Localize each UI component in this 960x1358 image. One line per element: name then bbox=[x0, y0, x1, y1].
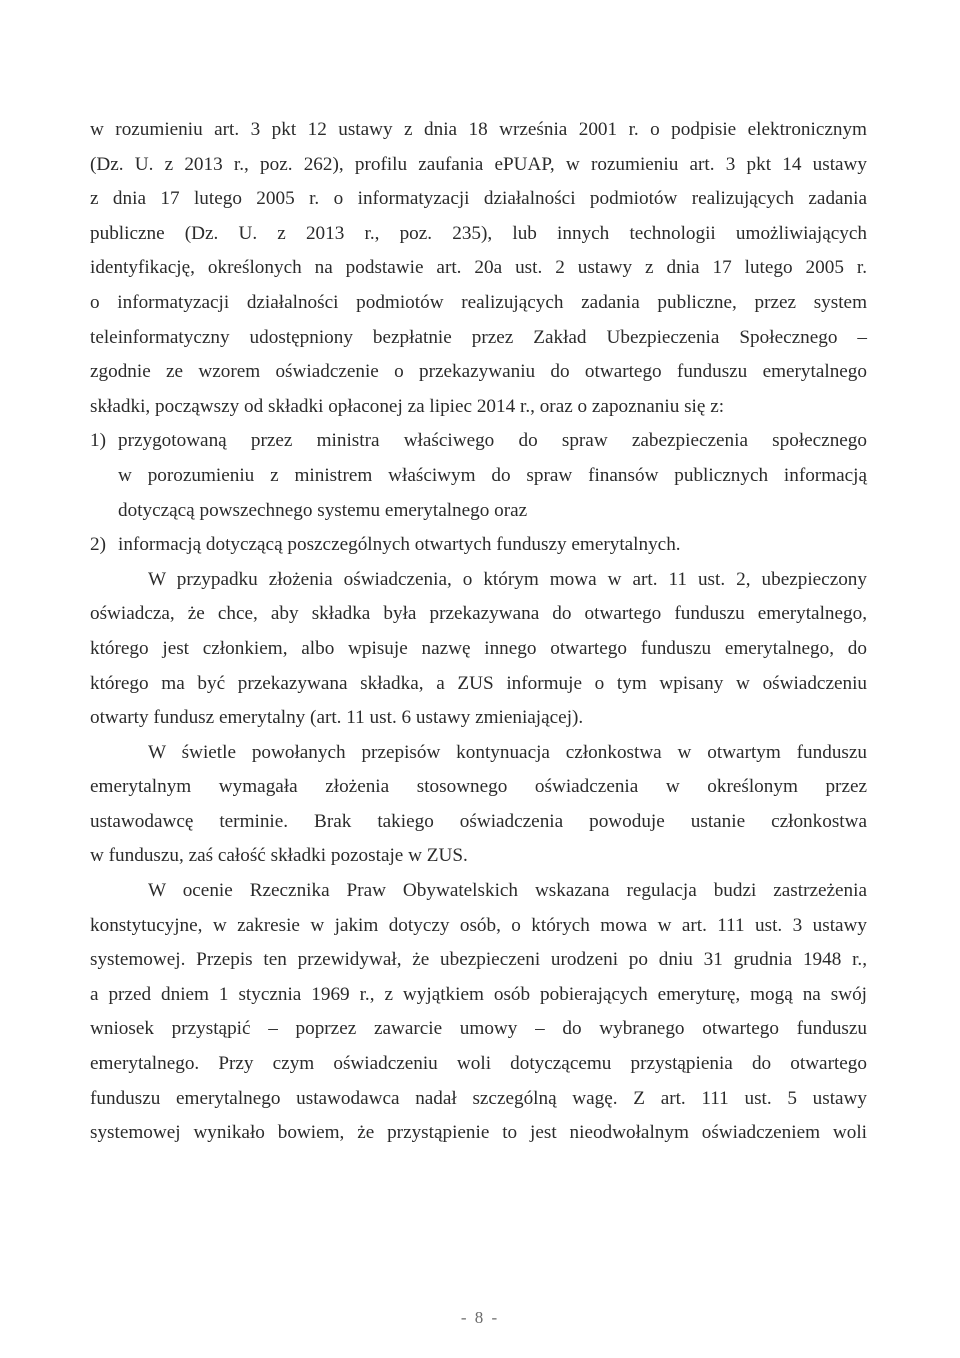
text-line: (Dz. U. z 2013 r., poz. 262), profilu zaufania ePUAP, w rozumieniu art. 3 pkt 14 ustawy bbox=[90, 153, 867, 175]
text-line: którego jest członkiem, albo wpisuje nazwę innego otwartego funduszu emerytalnego, do bbox=[90, 637, 867, 659]
text-line: W ocenie Rzecznika Praw Obywatelskich wskazana regulacja budzi zastrzeżenia bbox=[148, 880, 867, 902]
text-line: publiczne (Dz. U. z 2013 r., poz. 235), lub innych technologii umożliwiających bbox=[90, 222, 867, 244]
text-line: oświadcza, że chce, aby składka była przekazywana do otwartego funduszu emerytalnego, bbox=[90, 603, 867, 625]
paragraph-4 bbox=[90, 874, 867, 1151]
text-line: identyfikację, określonych na podstawie art. 20a ust. 2 ustawy z dnia 17 lutego 2005 r. bbox=[90, 257, 867, 279]
paragraph-3 bbox=[90, 736, 867, 874]
text-line: o informatyzacji działalności podmiotów realizujących zadania publiczne, przez system bbox=[90, 291, 867, 313]
text-line: emerytalnym wymagała złożenia stosownego oświadczenia w określonym przez bbox=[90, 776, 867, 798]
text-line: emerytalnego. Przy czym oświadczeniu woli dotyczącemu przystąpienia do otwartego bbox=[90, 1053, 867, 1075]
text-line: składki, począwszy od składki opłaconej za lipiec 2014 r., oraz o zapoznaniu się z: bbox=[90, 395, 725, 417]
text-line: informacją dotyczącą poszczególnych otwartych funduszy emerytalnych. bbox=[118, 534, 681, 556]
text-line: ustawodawcę terminie. Brak takiego oświadczenia powoduje ustanie członkostwa bbox=[90, 810, 867, 832]
text-line: systemowej. Przepis ten przewidywał, że ubezpieczeni urodzeni po dniu 31 grudnia 1948 r., bbox=[90, 949, 867, 971]
text-line: a przed dniem 1 stycznia 1969 r., z wyjątkiem osób pobierających emeryturę, mogą na swój bbox=[90, 983, 867, 1005]
text-line: W przypadku złożenia oświadczenia, o którym mowa w art. 11 ust. 2, ubezpieczony bbox=[148, 568, 867, 590]
list-item-2 bbox=[90, 528, 867, 563]
text-line: teleinformatyczny udostępniony bezpłatnie przez Zakład Ubezpieczenia Społecznego – bbox=[90, 326, 867, 348]
text-line: otwarty fundusz emerytalny (art. 11 ust. 6 ustawy zmieniającej). bbox=[90, 707, 584, 729]
text-line: przygotowaną przez ministra właściwego do spraw zabezpieczenia społecznego bbox=[118, 430, 867, 452]
text-line: zgodnie ze wzorem oświadczenie o przekazywaniu do otwartego funduszu emerytalnego bbox=[90, 361, 867, 383]
paragraph-1 bbox=[90, 113, 867, 424]
document-body bbox=[90, 113, 867, 1151]
list-item-body bbox=[118, 528, 867, 563]
text-line: z dnia 17 lutego 2005 r. o informatyzacji działalności podmiotów realizujących zadania bbox=[90, 188, 867, 210]
text-line: konstytucyjne, w zakresie w jakim dotyczy osób, o których mowa w art. 111 ust. 3 ustawy bbox=[90, 914, 867, 936]
list-number: 2) bbox=[90, 534, 106, 556]
page-number: - 8 - bbox=[460, 1308, 500, 1327]
text-line: którego ma być przekazywana składka, a ZUS informuje o tym wpisany w oświadczeniu bbox=[90, 672, 867, 694]
text-line: wniosek przystąpić – poprzez zawarcie umowy – do wybranego otwartego funduszu bbox=[90, 1018, 867, 1040]
text-line: w rozumieniu art. 3 pkt 12 ustawy z dnia 18 września 2001 r. o podpisie elektronicznym bbox=[90, 119, 867, 140]
paragraph-2 bbox=[90, 563, 867, 736]
text-line: W świetle powołanych przepisów kontynuacja członkostwa w otwartym funduszu bbox=[148, 741, 867, 763]
text-line: w funduszu, zaś całość składki pozostaje w ZUS. bbox=[90, 845, 468, 867]
list-item-body bbox=[118, 424, 867, 528]
text-line: systemowej wynikało bowiem, że przystąpienie to jest nieodwołalnym oświadczeniem woli bbox=[90, 1122, 867, 1144]
text-line: dotyczącą powszechnego systemu emerytalnego oraz bbox=[118, 499, 528, 521]
list-number: 1) bbox=[90, 430, 106, 452]
list-item-1 bbox=[90, 424, 867, 528]
text-line: w porozumieniu z ministrem właściwym do spraw finansów publicznych informacją bbox=[118, 464, 867, 486]
text-line: funduszu emerytalnego ustawodawca nadał szczególną wagę. Z art. 111 ust. 5 ustawy bbox=[90, 1087, 867, 1109]
